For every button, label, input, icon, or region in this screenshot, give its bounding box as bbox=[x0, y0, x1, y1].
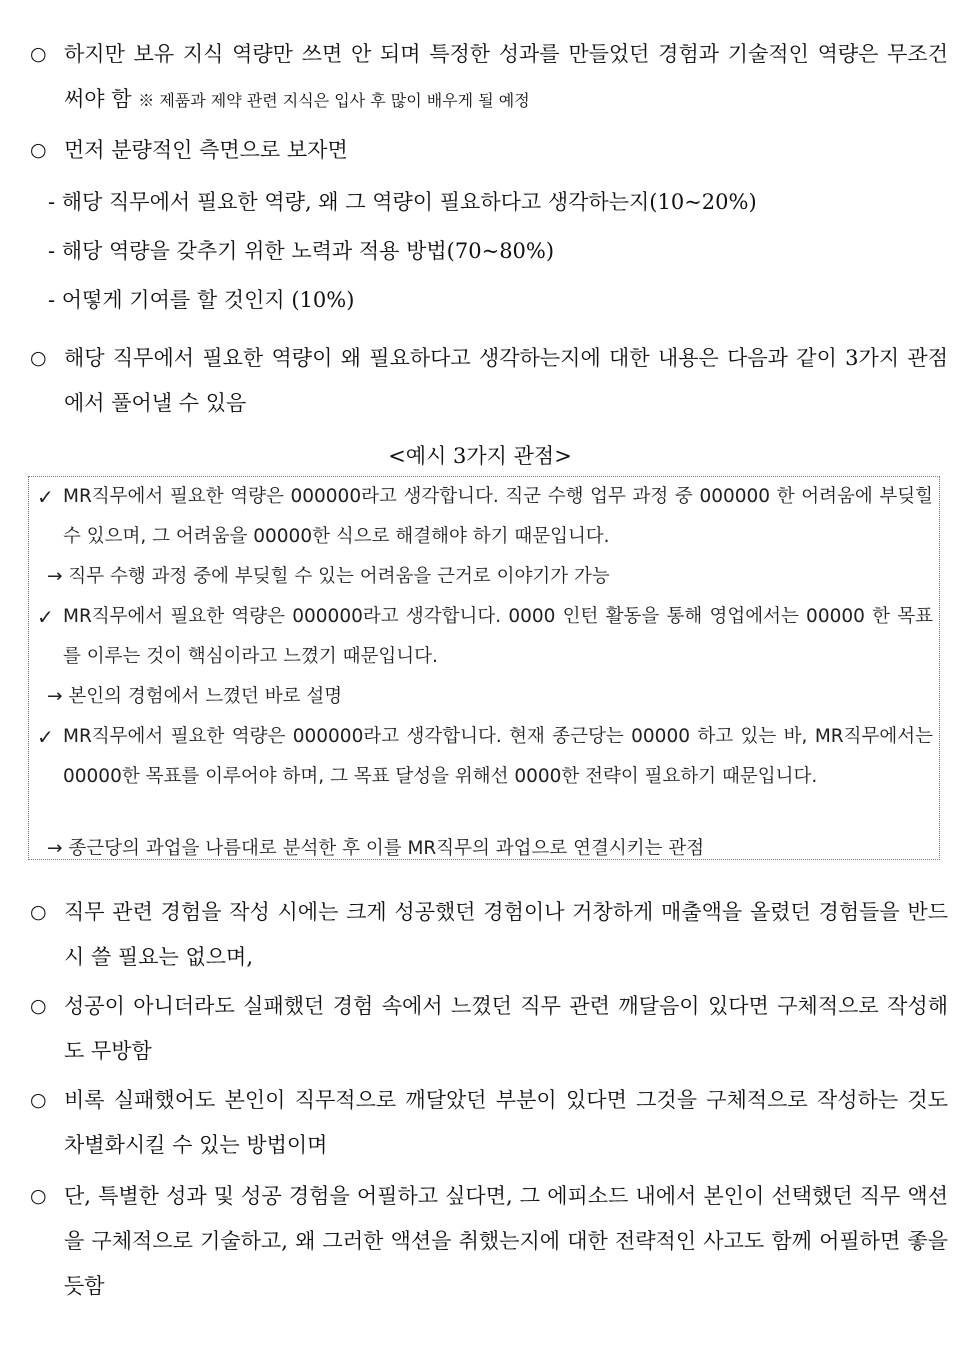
perspective-intro-text: 해당 직무에서 필요한 역량이 왜 필요하다고 생각하는지에 대한 내용은 다음과 같이 3가지 관점에서 풀어낼 수 있음 bbox=[64, 346, 948, 415]
checkmark-icon: ✓ bbox=[37, 605, 54, 629]
experience-text: 단, 특별한 성과 및 성공 경험을 어필하고 싶다면, 그 에피소드 내에서 본인이 선택했던 직무 액션을 구체적으로 기술하고, 왜 그러한 액션을 취했는지에 대한 전략적인 사고도 함께 어필하면 좋을 듯함 bbox=[64, 1184, 948, 1298]
quantitative-item: - 해당 역량을 갖추기 위한 노력과 적용 방법(70~80%) bbox=[48, 239, 555, 263]
experience-text: 비록 실패했어도 본인이 직무적으로 깨달았던 부분이 있다면 그것을 구체적으로 작성하는 것도 차별화시킬 수 있는 방법이며 bbox=[64, 1088, 948, 1157]
example-text: MR직무에서 필요한 역량은 000000라고 생각합니다. 현재 종근당는 00000 하고 있는 바, MR직무에서는 00000한 목표를 이루어야 하며, 그 목표 달성을 위해선 0000한 전략이 필요하기 때문입니다. bbox=[63, 726, 933, 787]
example-text: MR직무에서 필요한 역량은 000000라고 생각합니다. 0000 인턴 활동을 통해 영업에서는 00000 한 목표를 이루는 것이 핵심이라고 느꼈기 때문입니다. bbox=[63, 606, 933, 667]
circle-bullet-icon: ○ bbox=[30, 139, 47, 161]
circle-bullet-icon: ○ bbox=[30, 901, 47, 923]
experience-text: 직무 관련 경험을 작성 시에는 크게 성공했던 경험이나 거창하게 매출액을 올렸던 경험들을 반드시 쓸 필요는 없으며, bbox=[64, 900, 948, 969]
intro-text: 하지만 보유 지식 역량만 쓰면 안 되며 특정한 성과를 만들었던 경험과 기술적인 역량은 무조건 써야 함 bbox=[64, 42, 948, 111]
example-item bbox=[37, 717, 933, 797]
experience-bullet bbox=[30, 1174, 948, 1309]
examples-title: <예시 3가지 관점> bbox=[388, 444, 572, 468]
quantitative-item: - 어떻게 기여를 할 것인지 (10%) bbox=[48, 288, 355, 312]
quantitative-bullet bbox=[30, 128, 948, 173]
checkmark-icon: ✓ bbox=[37, 725, 54, 749]
example-item bbox=[37, 597, 933, 677]
quantitative-item: - 해당 직무에서 필요한 역량, 왜 그 역량이 필요하다고 생각하는지(10~20%) bbox=[48, 190, 757, 214]
circle-bullet-icon: ○ bbox=[30, 995, 47, 1017]
intro-bullet bbox=[30, 32, 948, 123]
perspective-intro-bullet bbox=[30, 336, 948, 426]
experience-bullet bbox=[30, 984, 948, 1074]
example-arrow: → 종근당의 과업을 나름대로 분석한 후 이를 MR직무의 과업으로 연결시키는 관점 bbox=[47, 838, 705, 859]
example-arrow: → 직무 수행 과정 중에 부딪힐 수 있는 어려움을 근거로 이야기가 가능 bbox=[47, 566, 610, 587]
intro-note: ※ 제품과 제약 관련 지식은 입사 후 많이 배우게 될 예정 bbox=[138, 91, 530, 110]
circle-bullet-icon: ○ bbox=[30, 1185, 47, 1207]
circle-bullet-icon: ○ bbox=[30, 43, 47, 65]
experience-text: 성공이 아니더라도 실패했던 경험 속에서 느꼈던 직무 관련 깨달음이 있다면 구체적으로 작성해도 무방함 bbox=[64, 994, 948, 1063]
experience-bullet bbox=[30, 890, 948, 980]
example-text: MR직무에서 필요한 역량은 000000라고 생각합니다. 직군 수행 업무 과정 중 000000 한 어려움에 부딪힐 수 있으며, 그 어려움을 00000한 식으로 해결해야 하기 때문입니다. bbox=[63, 486, 933, 547]
examples-box bbox=[28, 476, 940, 860]
circle-bullet-icon: ○ bbox=[30, 347, 47, 369]
experience-bullet bbox=[30, 1078, 948, 1168]
circle-bullet-icon: ○ bbox=[30, 1089, 47, 1111]
checkmark-icon: ✓ bbox=[37, 485, 54, 509]
example-arrow: → 본인의 경험에서 느꼈던 바로 설명 bbox=[47, 686, 343, 707]
example-item bbox=[37, 477, 933, 557]
quantitative-heading: 먼저 분량적인 측면으로 보자면 bbox=[64, 138, 348, 162]
